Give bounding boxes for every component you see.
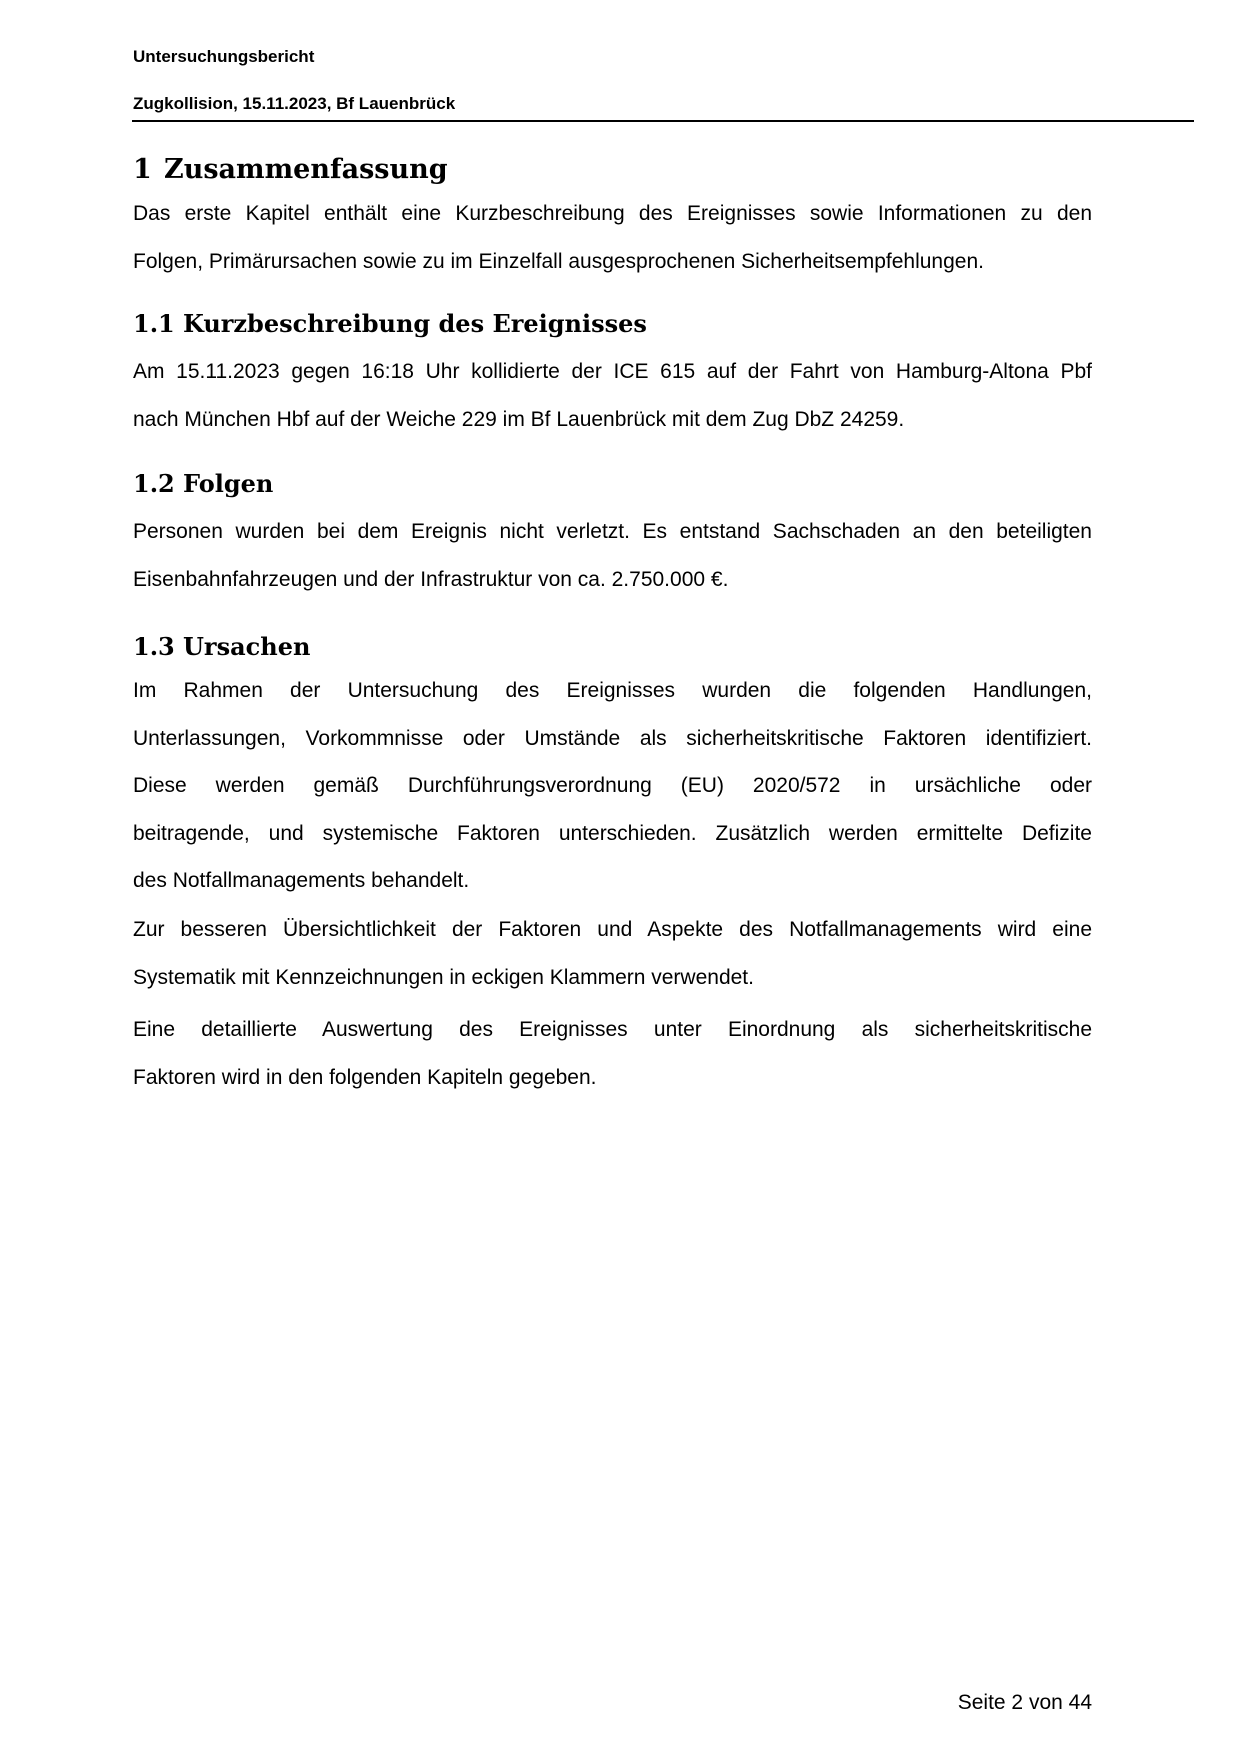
header-doc-title: Zugkollision, 15.11.2023, Bf Lauenbrück [133, 94, 456, 113]
heading-number: 1.3 [133, 632, 175, 661]
heading-title: Zusammenfassung [164, 154, 448, 185]
section-heading-folgen [133, 470, 1133, 499]
body-line: nach München Hbf auf der Weiche 229 im Bf Lauenbrück mit dem Zug DbZ 24259. [133, 407, 905, 431]
heading-title: Kurzbeschreibung des Ereignisses [183, 309, 647, 338]
body-line: Eisenbahnfahrzeugen und der Infrastruktur von ca. 2.750.000 €. [133, 567, 729, 591]
paragraph-kurzbeschreibung [133, 348, 1092, 443]
body-line: Unterlassungen, Vorkommnisse oder Umstände als sicherheitskritische Faktoren identifiziert. [133, 726, 1092, 750]
paragraph-folgen [133, 508, 1092, 603]
paragraph-ursachen-2 [133, 906, 1092, 1001]
heading-number: 1 [133, 154, 152, 185]
heading-number: 1.2 [133, 469, 175, 498]
footer-page-number: Seite 2 von 44 [957, 1691, 1092, 1714]
body-line: Das erste Kapitel enthält eine Kurzbeschreibung des Ereignisses sowie Informationen zu den [133, 202, 1092, 225]
body-line: Folgen, Primärursachen sowie zu im Einzelfall ausgesprochenen Sicherheitsempfehlungen. [133, 249, 984, 273]
body-line: des Notfallmanagements behandelt. [133, 869, 470, 892]
body-line: Eine detaillierte Auswertung des Ereignisses unter Einordnung als sicherheitskritische [133, 1018, 1092, 1041]
body-line: Faktoren wird in den folgenden Kapiteln gegeben. [133, 1065, 597, 1089]
body-line: Diese werden gemäß Durchführungsverordnung (EU) 2020/572 in ursächliche oder [133, 774, 1092, 797]
body-line: Zur besseren Übersichtlichkeit der Faktoren und Aspekte des Notfallmanagements wird eine [133, 918, 1092, 941]
section-heading-zusammenfassung [133, 154, 1133, 186]
body-line: beitragende, und systemische Faktoren unterschieden. Zusätzlich werden ermittelte Defizite [133, 821, 1092, 845]
heading-number: 1.1 [133, 309, 175, 338]
section-heading-kurzbeschreibung [133, 310, 1133, 339]
heading-title: Ursachen [183, 632, 311, 661]
heading-title: Folgen [183, 469, 274, 498]
paragraph-ursachen-1 [133, 667, 1092, 905]
body-line: Am 15.11.2023 gegen 16:18 Uhr kollidierte der ICE 615 auf der Fahrt von Hamburg-Altona Pbf [133, 360, 1092, 383]
paragraph-ursachen-3 [133, 1006, 1092, 1101]
section-heading-ursachen [133, 633, 1133, 662]
header-doc-type: Untersuchungsbericht [133, 47, 315, 66]
paragraph-zusammenfassung [133, 190, 1092, 285]
header-divider [132, 120, 1194, 122]
body-line: Im Rahmen der Untersuchung des Ereignisses wurden die folgenden Handlungen, [133, 679, 1092, 702]
body-line: Personen wurden bei dem Ereignis nicht verletzt. Es entstand Sachschaden an den beteiligten [133, 520, 1092, 543]
body-line: Systematik mit Kennzeichnungen in eckigen Klammern verwendet. [133, 965, 754, 989]
